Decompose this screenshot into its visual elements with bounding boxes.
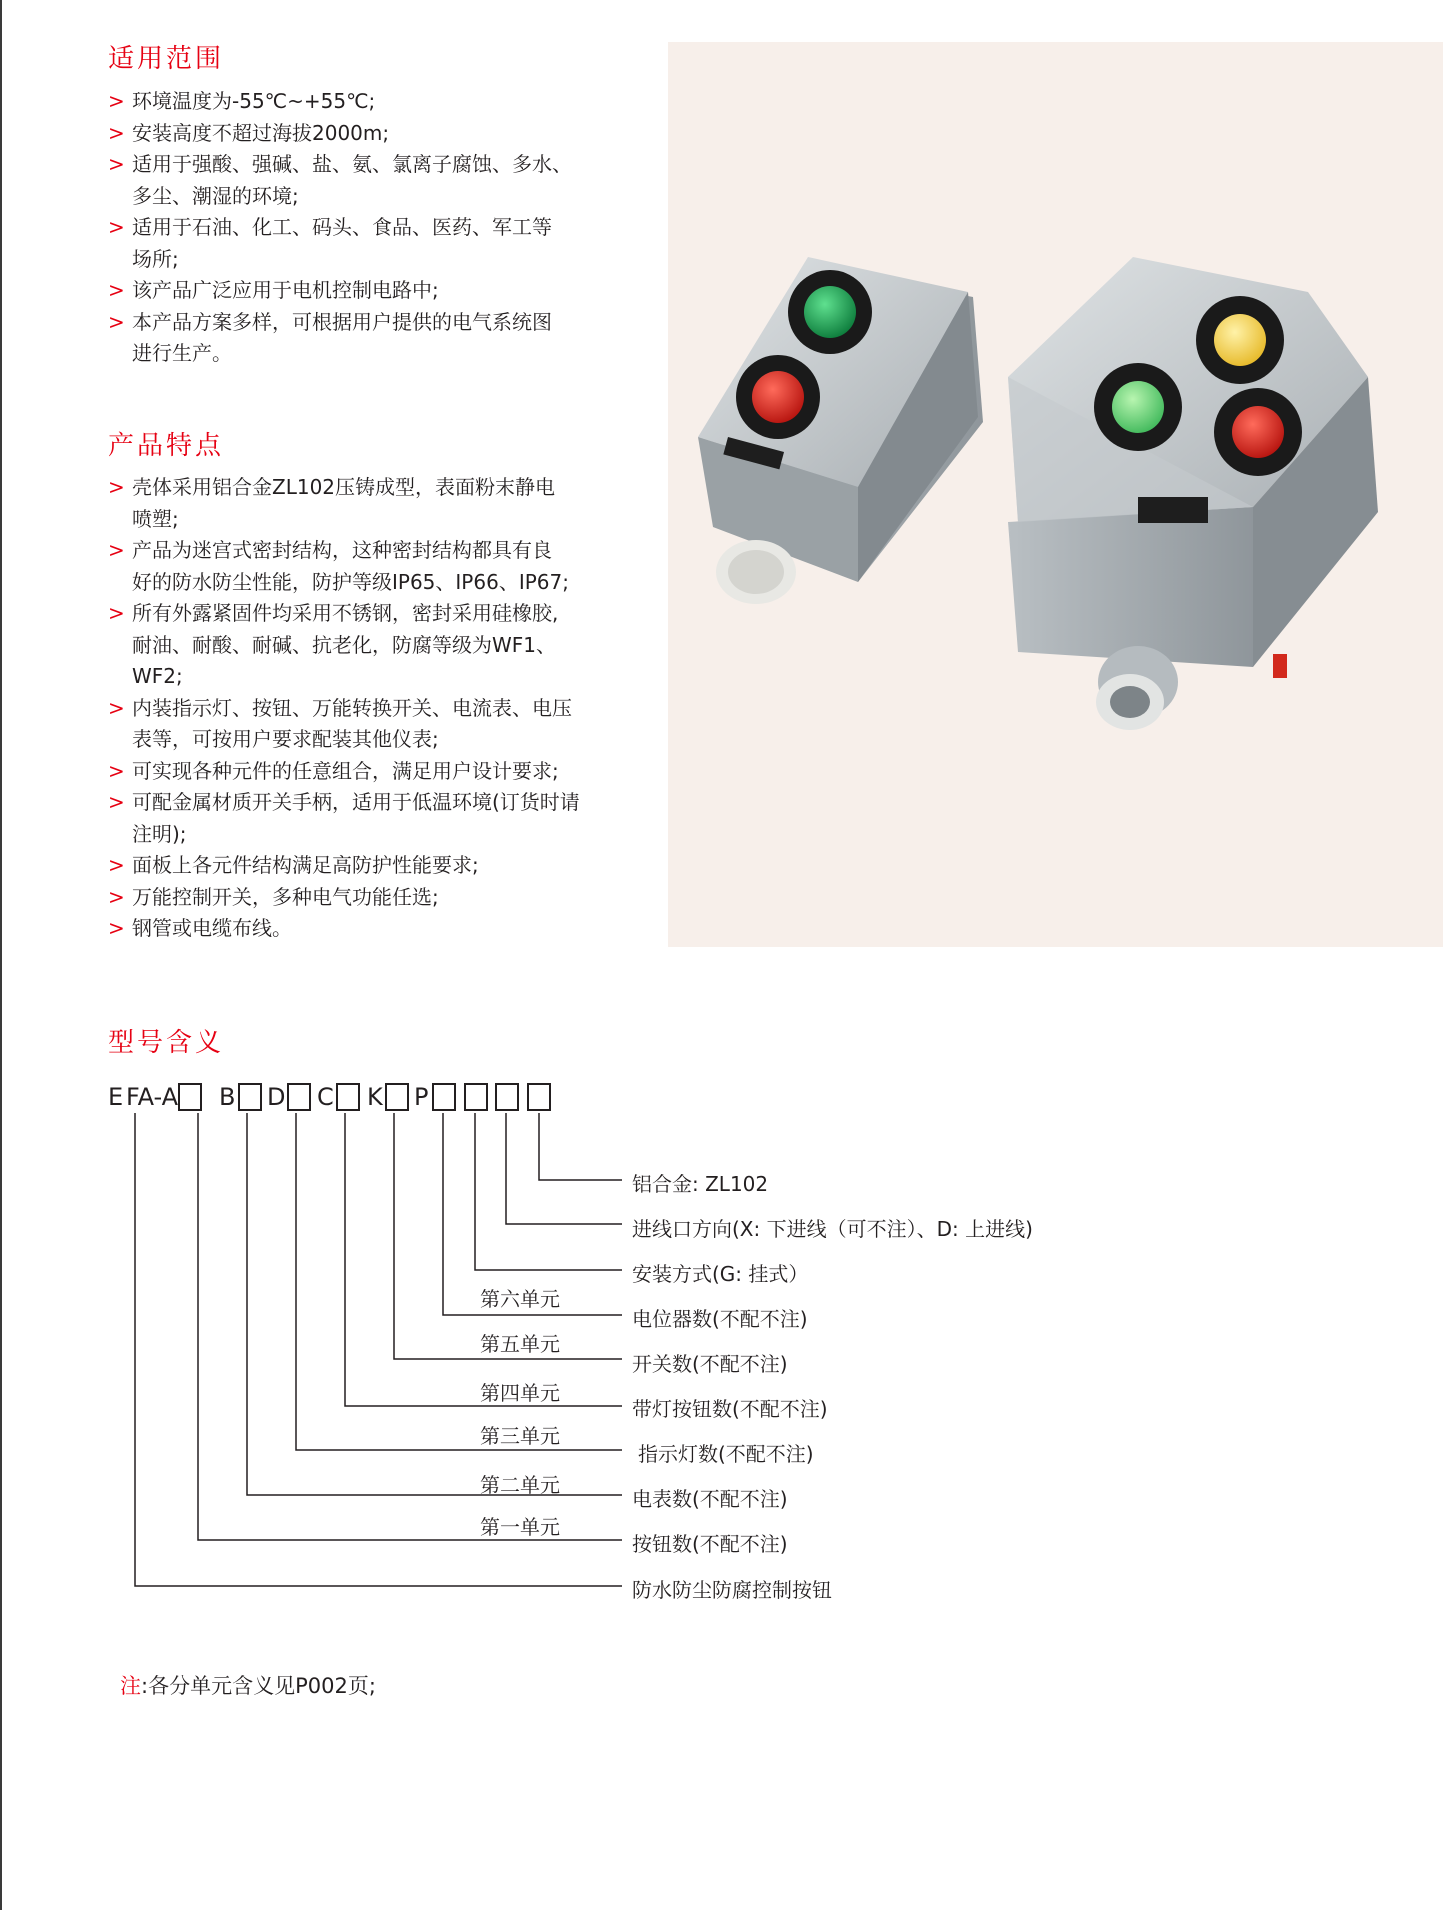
scope-item-line: 多尘、潮湿的环境; (132, 183, 299, 208)
code-letter-e: E (108, 1083, 124, 1111)
features-item-line: 产品为迷宫式密封结构，这种密封结构都具有良 (132, 538, 552, 562)
features-item-line: 钢管或电缆布线。 (132, 916, 292, 940)
code-letter-d: D (267, 1083, 286, 1111)
code-letter-k: K (367, 1083, 383, 1111)
bullet-marker: > (108, 475, 125, 499)
note-text: :各分单元含义见P002页; (141, 1674, 376, 1698)
scope-item-line: 该产品广泛应用于电机控制电路中; (132, 278, 439, 302)
bullet-marker: > (108, 601, 125, 625)
bullet-marker: > (108, 152, 125, 176)
bullet-marker: > (108, 884, 125, 909)
bullet-marker: > (108, 120, 125, 145)
desc-indicator: 指示灯数(不配不注) (638, 1442, 814, 1466)
bullet-marker: > (108, 309, 125, 334)
scope-item-line: 适用于石油、化工、码头、食品、医药、军工等 (132, 215, 552, 239)
scope-item-line: 场所; (132, 246, 179, 271)
code-letter-fa-a: FA-A (126, 1083, 179, 1111)
desc-lamp-button: 带灯按钮数(不配不注) (632, 1397, 828, 1421)
desc-switch: 开关数(不配不注) (632, 1352, 788, 1376)
bullet-marker: > (108, 278, 125, 302)
scope-item-line: 进行生产。 (132, 341, 232, 365)
bullet-marker: > (108, 916, 125, 940)
desc-button: 按钮数(不配不注) (632, 1532, 788, 1556)
scope-item-line: 适用于强酸、强碱、盐、氨、氯离子腐蚀、多水、 (132, 152, 572, 176)
features-item-line: 面板上各元件结构满足高防护性能要求; (132, 853, 479, 877)
features-item-line: 壳体采用铝合金ZL102压铸成型，表面粉末静电 (132, 475, 556, 499)
scope-item-line: 本产品方案多样，可根据用户提供的电气系统图 (132, 309, 552, 334)
bullet-marker: > (108, 758, 125, 783)
bullet-marker: > (108, 790, 125, 814)
unit-label-2: 第二单元 (480, 1473, 560, 1497)
note-mark: 注 (120, 1674, 141, 1698)
features-item-line: 注明); (132, 821, 187, 846)
unit-label-3: 第三单元 (480, 1424, 560, 1448)
code-letter-p: P (414, 1083, 429, 1111)
code-letter-b: B (219, 1083, 236, 1111)
unit-label-5: 第五单元 (480, 1332, 560, 1356)
unit-label-6: 第六单元 (480, 1287, 560, 1311)
bullet-marker: > (108, 89, 125, 113)
scope-item-line: 环境温度为-55℃~+55℃; (132, 89, 376, 113)
desc-product-name: 防水防尘防腐控制按钮 (632, 1578, 832, 1602)
desc-meter: 电表数(不配不注) (632, 1487, 788, 1511)
desc-potentiometer: 电位器数(不配不注) (632, 1307, 808, 1331)
scope-item-line: 安装高度不超过海拔2000m; (132, 120, 390, 145)
desc-inlet-direction: 进线口方向(X: 下进线（可不注）、D: 上进线) (632, 1217, 1033, 1241)
features-item-line: 内装指示灯、按钮、万能转换开关、电流表、电压 (132, 695, 572, 720)
desc-mounting: 安装方式(G: 挂式） (632, 1262, 809, 1286)
unit-label-4: 第四单元 (480, 1381, 560, 1405)
scope-title: 适用范围 (108, 44, 225, 74)
features-item-line: 万能控制开关，多种电气功能任选; (132, 884, 439, 909)
features-item-line: 耐油、耐酸、耐碱、抗老化，防腐等级为WF1、 (132, 632, 557, 657)
features-item-line: 所有外露紧固件均采用不锈钢，密封采用硅橡胶, (132, 601, 559, 625)
bullet-marker: > (108, 853, 125, 877)
bullet-marker: > (108, 538, 125, 562)
bullet-marker: > (108, 695, 125, 720)
bullet-marker: > (108, 215, 125, 239)
features-item-line: 可配金属材质开关手柄，适用于低温环境(订货时请 (132, 790, 580, 814)
features-title: 产品特点 (108, 431, 225, 461)
page-note (120, 1670, 376, 1700)
features-item-line: 喷塑; (132, 506, 179, 531)
features-item-line: 可实现各种元件的任意组合，满足用户设计要求; (132, 758, 559, 783)
features-item-line: 表等，可按用户要求配装其他仪表; (132, 727, 439, 751)
desc-material: 铝合金: ZL102 (632, 1172, 769, 1196)
features-item-line: WF2; (132, 664, 183, 688)
unit-label-1: 第一单元 (480, 1515, 560, 1539)
model-title: 型号含义 (108, 1028, 225, 1058)
code-letter-c: C (317, 1083, 334, 1111)
features-item-line: 好的防水防尘性能，防护等级IP65、IP66、IP67; (132, 569, 569, 594)
